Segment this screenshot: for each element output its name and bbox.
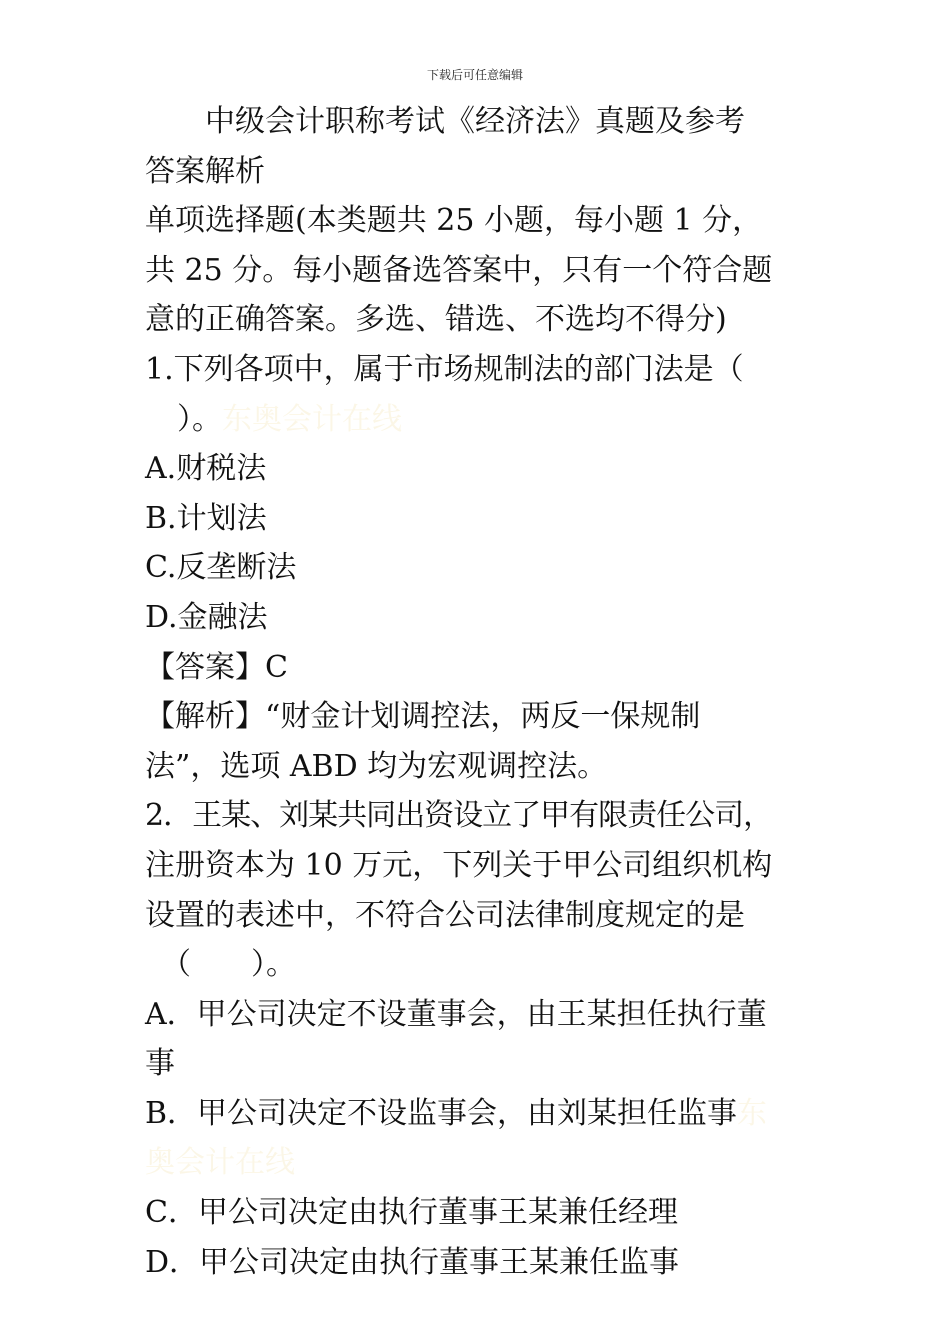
doc-title-line-1: 中级会计职称考试《经济法》真题及参考 [205, 104, 745, 139]
watermark-text: 东奥会计在线 [222, 401, 402, 437]
q1-stem-line-2 [145, 395, 835, 445]
q1-analysis-line-1: 【解析】“财金计划调控法，两反一保规制 [145, 699, 701, 735]
document-body [145, 97, 835, 1287]
q1-option-b: B.计划法 [145, 500, 267, 536]
q2-stem-line-2: 注册资本为 10 万元，下列关于甲公司组织机构 [145, 847, 773, 883]
q1-stem-line-1: 1.下列各项中，属于市场规制法的部门法是（ [145, 351, 744, 387]
watermark-text-part2: 奥会计在线 [145, 1145, 295, 1181]
section-instruction-line-2: 共 25 分。每小题备选答案中，只有一个符合题 [145, 252, 773, 288]
q1-stem-close: ）。 [177, 401, 222, 437]
watermark-text-part1: 东 [737, 1095, 768, 1131]
q2-option-c: C．甲公司决定由执行董事王某兼任经理 [145, 1195, 678, 1231]
doc-title-line-2: 答案解析 [145, 153, 265, 189]
q2-option-b-watermark-line [145, 1138, 835, 1188]
q2-stem-line-4: （ ）。 [161, 947, 296, 983]
q1-analysis-line-2: 法”，选项 ABD 均为宏观调控法。 [145, 748, 608, 784]
q2-stem-line-1: 2．王某、刘某共同出资设立了甲有限责任公司， [145, 798, 773, 834]
q2-option-a-line-2: 事 [145, 1046, 175, 1082]
q2-option-d: D．甲公司决定由执行董事王某兼任监事 [145, 1244, 680, 1280]
q1-option-a: A.财税法 [145, 451, 267, 487]
q2-option-b-text: B．甲公司决定不设监事会，由刘某担任监事 [145, 1095, 738, 1131]
page-header-note: 下载后可任意编辑 [426, 68, 523, 82]
q1-option-d: D.金融法 [145, 599, 268, 635]
q1-answer: 【答案】C [145, 649, 288, 685]
q1-option-c: C.反垄断法 [145, 550, 297, 586]
q2-stem-line-3: 设置的表述中，不符合公司法律制度规定的是 [145, 897, 745, 933]
section-instruction-line-1: 单项选择题(本类题共 25 小题，每小题 1 分， [145, 203, 763, 239]
section-instruction-line-3: 意的正确答案。多选、错选、不选均不得分) [145, 302, 727, 338]
q2-option-b [145, 1089, 835, 1139]
q2-option-a-line-1: A．甲公司决定不设董事会，由王某担任执行董 [145, 996, 767, 1032]
